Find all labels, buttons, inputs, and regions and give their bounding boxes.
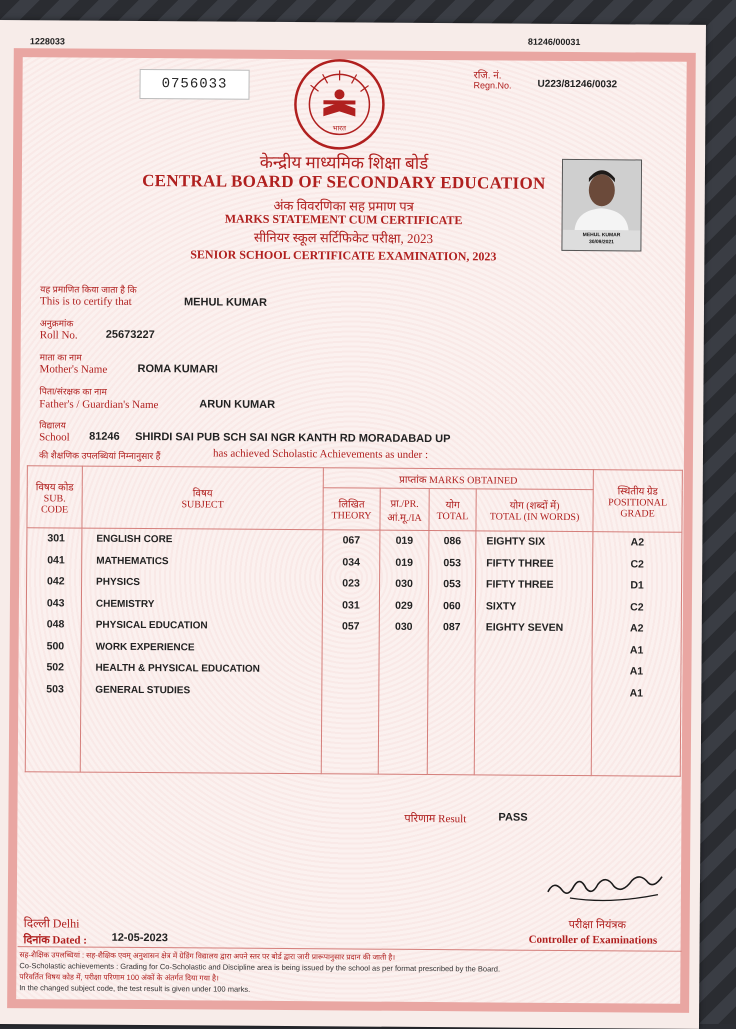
codes-column: 301 041 042 043 048 500 502 503 — [25, 528, 82, 772]
theory-column: 067 034 023 031 057 — [321, 530, 380, 774]
regn-number: U223/81246/0032 — [538, 79, 618, 91]
controller-label-en: Controller of Examinations — [529, 934, 658, 947]
header-subject: विषय SUBJECT — [82, 466, 323, 530]
seal-bottom-text: भारत — [332, 125, 347, 132]
regn-label-hi: रजि. नं. — [474, 67, 502, 81]
certificate-paper — [0, 20, 706, 1029]
statement-title-en: MARKS STATEMENT CUM CERTIFICATE — [0, 210, 689, 230]
student-photo — [561, 159, 642, 252]
school-code: 81246 — [89, 431, 120, 443]
header-total: योग TOTAL — [429, 489, 476, 531]
top-left-number: 1228033 — [30, 36, 65, 46]
controller-signature-icon — [540, 862, 670, 913]
date-value: 12-05-2023 — [112, 932, 168, 944]
total-column: 086 053 053 060 087 — [427, 531, 476, 775]
place-label: दिल्ली Delhi — [24, 914, 80, 931]
header-theory: लिखित THEORY — [323, 488, 380, 530]
father-name: ARUN KUMAR — [199, 398, 275, 411]
certify-label-hi: यह प्रमाणित किया जाता है कि — [40, 282, 137, 296]
practical-column: 019 019 030 029 030 — [378, 530, 429, 774]
footer-note1-hi: सह-शैक्षिक उपलब्धियां : सह-शैक्षिक एवम् अनुशासन क्षेत्र में ग्रेडिंग विद्यालय द्वारा अपने स्तर पर बोर्ड द्वारा जारी प्रारूपानुसार प्रदान की जाती है। — [19, 950, 395, 963]
result-value: PASS — [498, 811, 527, 823]
roll-label-hi: अनुक्रमांक — [40, 316, 74, 329]
result-label: परिणाम Result — [404, 811, 466, 826]
mother-label-hi: माता का नाम — [40, 350, 82, 363]
achieved-label-en: has achieved Scholastic Achievements as under : — [213, 447, 428, 461]
marks-table — [25, 465, 683, 777]
statement-title-hi: अंक विवरणिका सह प्रमाण पत्र — [0, 194, 689, 217]
student-portrait-icon — [563, 160, 641, 231]
candidate-name: MEHUL KUMAR — [184, 296, 267, 309]
roll-number: 25673227 — [106, 329, 155, 341]
subjects-column: ENGLISH CORE MATHEMATICS PHYSICS CHEMISTRY PHYSICAL EDUCATION WORK EXPERIENCE HEALTH & PHYSICAL EDUCATION GENERAL STUDIES — [80, 528, 323, 774]
photo-caption-name: MEHUL KUMAR — [562, 232, 640, 239]
school-label-en: School — [39, 431, 70, 443]
certify-label-en: This is to certify that — [40, 295, 132, 308]
header-total-words: योग (शब्दों में) TOTAL (IN WORDS) — [476, 489, 593, 532]
controller-label-hi: परीक्षा नियंत्रक — [569, 917, 626, 932]
board-title-hi: केन्द्रीय माध्यमिक शिक्षा बोर्ड — [0, 148, 689, 176]
exam-title-hi: सीनियर स्कूल सर्टिफिकेट परीक्षा, 2023 — [0, 226, 689, 249]
top-right-number: 81246/00031 — [528, 37, 581, 47]
footer-note1-en: Co-Scholastic achievements : Grading for Co-Scholastic and Discipline area is being issued by the school as per format prescribed by the Board. — [19, 961, 500, 973]
footer-note2-en: In the changed subject code, the test result is given under 100 marks. — [19, 983, 250, 994]
roll-label-en: Roll No. — [40, 329, 78, 341]
father-label-hi: पिता/संरक्षक का नाम — [39, 384, 107, 397]
header-sub-code: विषय कोड SUB. CODE — [27, 466, 82, 528]
footer-note2-hi: परिवर्तित विषय कोड में, परीक्षा परिणाम 100 अंकों के अंतर्गत दिया गया है। — [19, 972, 219, 983]
mother-name: ROMA KUMARI — [138, 363, 218, 376]
serial-number: 0756033 — [139, 69, 249, 100]
school-name: SHIRDI SAI PUB SCH SAI NGR KANTH RD MORADABAD UP — [135, 431, 450, 445]
header-marks-obtained: प्राप्तांक MARKS OBTAINED — [323, 468, 593, 490]
cbse-seal-icon — [291, 56, 388, 153]
mother-label-en: Mother's Name — [40, 363, 108, 375]
words-column: EIGHTY SIX FIFTY THREE FIFTY THREE SIXTY EIGHTY SEVEN — [474, 531, 593, 776]
regn-label-en: Regn.No. — [474, 80, 512, 90]
board-title-en: CENTRAL BOARD OF SECONDARY EDUCATION — [0, 170, 689, 195]
school-label-hi: विद्यालय — [39, 418, 66, 431]
photo-caption-date: 30/09/2021 — [562, 239, 640, 246]
header-positional-grade: स्थितीय ग्रेड POSITIONAL GRADE — [593, 470, 682, 533]
header-practical: प्रा./PR. आं.मू./IA — [380, 488, 429, 530]
table-row: 301 — [27, 528, 81, 550]
achieved-label-hi: की शैक्षणिक उपलब्धियां निम्नानुसार हैं — [39, 448, 161, 462]
father-label-en: Father's / Guardian's Name — [39, 398, 158, 411]
date-label: दिनांक Dated : — [24, 932, 87, 947]
exam-title-en: SENIOR SCHOOL CERTIFICATE EXAMINATION, 2023 — [0, 246, 688, 266]
grades-column: A2 C2 D1 C2 A2 A1 A1 A1 — [591, 532, 682, 777]
